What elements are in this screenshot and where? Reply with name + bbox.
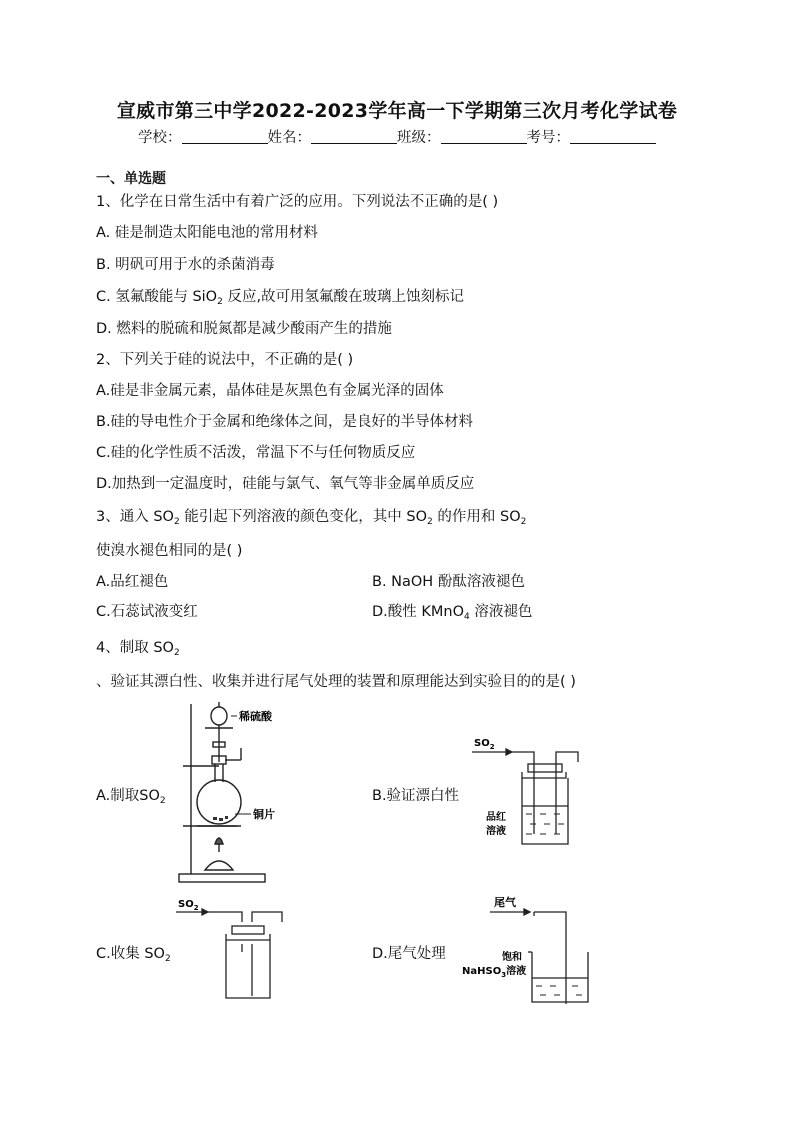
fig-c-gas-label: $SO_2$: [178, 899, 199, 912]
page-title: 宣威市第三中学2022-2023学年高一下学期第三次月考化学试卷: [116, 100, 678, 122]
fig-b-gas-label: $SO_2$: [474, 738, 495, 751]
class-blank[interactable]: [441, 129, 527, 144]
fig-a-acid-label: 稀硫酸: [239, 710, 272, 723]
q4-stem-line2: 、验证其漂白性、收集并进行尾气处理的装置和原理能达到实验目的的是( ): [96, 674, 576, 690]
school-label: 学校：: [138, 130, 182, 146]
fig-d-gas-label: 尾气: [494, 896, 516, 909]
q3-option-c: C.石蕊试液变红: [96, 604, 198, 620]
name-label: 姓名：: [267, 130, 311, 146]
number-label: 考号：: [526, 130, 570, 146]
q4-option-b: B.验证漂白性: [372, 788, 460, 804]
q4-stem-line1: 4、制取 $SO_2$: [96, 640, 180, 658]
student-info-line: [0, 126, 794, 147]
q4-option-d: D.尾气处理: [372, 946, 446, 962]
q2-stem: 2、下列关于硅的说法中，不正确的是( ): [96, 352, 354, 368]
q4-option-c: C.收集 $SO_2$: [96, 946, 171, 964]
fig-d-solution-label-2: NaHSO$_3$溶液: [462, 966, 527, 979]
q1-option-c: C. 氢氟酸能与 SiO$_2$ 反应,故可用氢氟酸在玻璃上蚀刻标记: [96, 289, 465, 307]
fig-b-solution-label-1: 品红: [486, 812, 506, 823]
fig-b-solution-label-2: 溶液: [486, 826, 506, 837]
q1-option-d: D. 燃料的脱硫和脱氮都是减少酸雨产生的措施: [96, 321, 392, 337]
section-heading: 一、单选题: [96, 171, 166, 187]
q3-option-d: D.酸性 KMnO$_4$ 溶液褪色: [372, 604, 533, 622]
figure-a-generator: [175, 702, 285, 887]
q3-stem-line2: 使溴水褪色相同的是( ): [96, 543, 243, 559]
q3-option-a: A.品红褪色: [96, 574, 169, 590]
q2-option-b: B.硅的导电性介于金属和绝缘体之间，是良好的半导体材料: [96, 414, 474, 430]
figure-b-bleaching: [470, 734, 590, 849]
name-blank[interactable]: [311, 129, 397, 144]
q4-option-a: A.制取$SO_2$: [96, 788, 166, 806]
q2-option-a: A.硅是非金属元素，晶体硅是灰黑色有金属光泽的固体: [96, 383, 444, 399]
q3-stem-line1: 3、通入 $SO_2$ 能引起下列溶液的颜色变化，其中 $SO_2$ 的作用和 $SO_2$: [96, 509, 527, 527]
q2-option-d: D.加热到一定温度时，硅能与氯气、氧气等非金属单质反应: [96, 476, 475, 492]
q1-option-b: B. 明矾可用于水的杀菌消毒: [96, 257, 275, 273]
figure-c-collection: [172, 894, 292, 1004]
q1-option-a: A. 硅是制造太阳能电池的常用材料: [96, 225, 318, 241]
fig-d-solution-label-1: 饱和: [502, 952, 522, 963]
school-blank[interactable]: [182, 129, 268, 144]
q2-option-c: C.硅的化学性质不活泼，常温下不与任何物质反应: [96, 445, 416, 461]
q1-stem: 1、化学在日常生活中有着广泛的应用。下列说法不正确的是( ): [96, 194, 499, 210]
figure-d-tail-gas: [460, 892, 595, 1007]
q3-option-b: B. NaOH 酚酞溶液褪色: [372, 574, 525, 590]
number-blank[interactable]: [570, 129, 656, 144]
class-label: 班级：: [397, 130, 441, 146]
fig-a-copper-label: 铜片: [253, 808, 275, 821]
